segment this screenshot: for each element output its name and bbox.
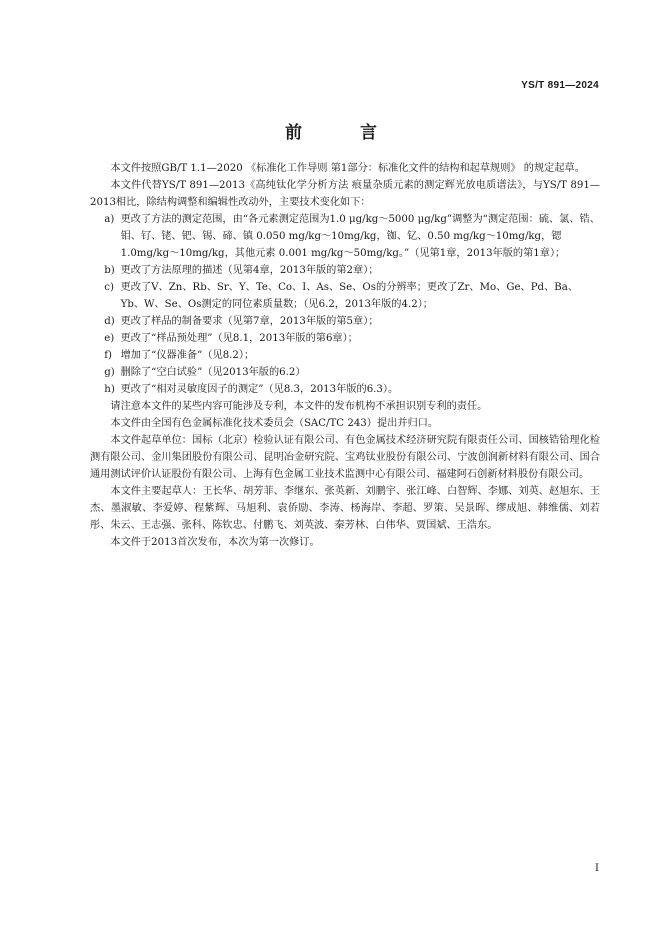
list-item-text: 更改了“相对灵敏度因子的测定”（见8.3，2013年版的6.3）。 [120,384,399,395]
document-body [90,160,600,551]
page-title: 前 言 [285,123,403,143]
list-item [90,313,600,330]
list-item-label: c) [104,282,114,293]
paragraph-patent-notice: 请注意本文件的某些内容可能涉及专利，本文件的发布机构不承担识别专利的责任。 [110,401,488,412]
list-item-label: e) [104,333,115,344]
paragraph-drafting-basis: 本文件按照GB/T 1.1—2020 《标准化工作导则 第1部分：标准化文件的结构和起草规则》 的规定起草。 [110,163,585,174]
list-item-text: 增加了“仪器准备”（见8.2）； [120,350,255,361]
list-item-text: 更改了V、Zn、Rb、Sr、Y、Te、Co、I、As、Se、Os的分辨率；更改了Zr、Mo、Ge、Pd、Ba、Yb、W、Se、Os测定的同位素质量数；（见6.2，2013年版的4.2）； [120,282,579,310]
paragraph-publication-history: 本文件于2013首次发布，本次为第一次修订。 [110,537,320,548]
list-item-label: b) [104,265,115,276]
paragraph-proposer: 本文件由全国有色金属标准化技术委员会（SAC/TC 243）提出并归口。 [110,418,439,429]
standard-code: YS/T 891—2024 [521,80,599,91]
list-item [90,211,600,262]
paragraph-drafters: 本文件主要起草人：王长华、胡芳菲、李继东、张英新、刘鹏宇、张江峰、白智辉、李娜、刘英、赵旭东、王杰、墨淑敏、李爱婷、程紫辉、马旭利、袁侨励、李涛、杨海岸、李超、罗策、吴景晖、缪成旭、韩维儒、刘若彤、朱云、王志强、张科、陈钦忠、付鹏飞、刘英波、秦芳林、白伟华、贾国斌、王浩东。 [90,486,600,531]
list-item-label: a) [104,214,115,225]
list-item-label: d) [104,316,115,327]
list-item [90,381,600,398]
changes-list [90,211,600,398]
list-item-text: 删除了“空白试验”（见2013年版的6.2） [120,367,306,378]
list-item-text: 更改了“样品预处理”（见8.1，2013年版的第6章）； [120,333,358,344]
list-item [90,347,600,364]
paragraph-replacement-note: 本文件代替YS/T 891—2013《高纯钛化学分析方法 痕量杂质元素的测定辉光放电质谱法》，与YS/T 891—2013相比，除结构调整和编辑性改动外，主要技术变化如下： [90,180,600,208]
list-item [90,330,600,347]
list-item-text: 更改了方法原理的描述（见第4章，2013年版的第2章）； [120,265,379,276]
list-item-text: 更改了样品的制备要求（见第7章，2013年版的第5章）； [120,316,379,327]
list-item [90,262,600,279]
page-number: I [595,863,599,874]
list-item-text: 更改了方法的测定范围，由“各元素测定范围为1.0 μg/kg～5000 μg/kg”调整为“测定范围：硫、氯、锆、钼、钌、铑、钯、锡、碲、镇 0.050 mg/kg～10mg/kg，铷、钇、0.50 mg/kg～10mg/kg，锶 1.0mg/kg～10mg/kg，其他元素 0.001 mg/kg～50mg/kg。”（见第1章，2013年版的第1章）； [120,214,600,259]
list-item [90,364,600,381]
paragraph-drafting-organizations: 本文件起草单位：国标（北京）检验认证有限公司、有色金属技术经济研究院有限责任公司、国核锆铪理化检测有限公司、金川集团股份有限公司、昆明冶金研究院、宝鸡钛业股份有限公司、宁波创润新材料有限公司、国合通用测试评价认证股份有限公司、上海有色金属工业技术监测中心有限公司、福建阿石创新材料股份有限公司。 [90,435,600,480]
list-item [90,279,600,313]
list-item-label: g) [104,367,115,378]
list-item-label: f) [104,350,113,361]
list-item-label: h) [104,384,115,395]
